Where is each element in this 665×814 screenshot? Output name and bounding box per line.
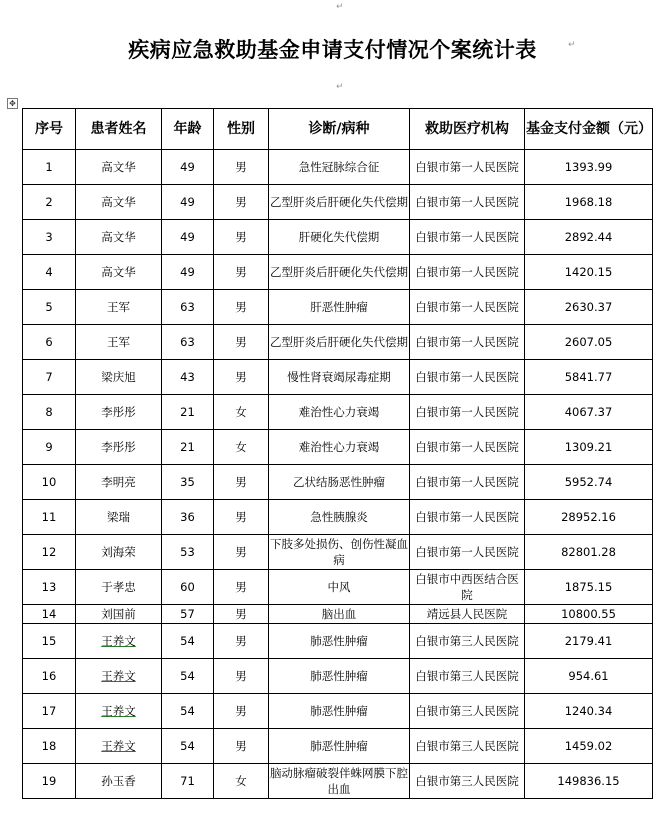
document-title: 疾病应急救助基金申请支付情况个案统计表	[128, 37, 537, 62]
cell-age: 21	[162, 395, 214, 430]
paragraph-mark: ↵	[568, 40, 576, 50]
table-row	[23, 465, 653, 500]
cell-institution: 白银市第三人民医院	[410, 624, 525, 659]
cell-gender: 女	[214, 764, 269, 799]
cell-gender: 男	[214, 500, 269, 535]
cell-patient-name: 高文华	[76, 185, 162, 220]
table-row	[23, 360, 653, 395]
header-institution: 救助医疗机构	[410, 109, 525, 150]
cell-institution: 白银市第一人民医院	[410, 465, 525, 500]
cell-diagnosis: 急性胰腺炎	[269, 500, 410, 535]
cell-amount: 2892.44	[525, 220, 653, 255]
cell-diagnosis: 肺恶性肿瘤	[269, 729, 410, 764]
table-row	[23, 150, 653, 185]
cell-diagnosis: 下肢多处损伤、创伤性凝血病	[269, 535, 410, 570]
cell-diagnosis: 脑出血	[269, 605, 410, 624]
cell-index: 12	[23, 535, 76, 570]
cell-index: 4	[23, 255, 76, 290]
header-index: 序号	[23, 109, 76, 150]
table-row	[23, 500, 653, 535]
cell-amount: 1309.21	[525, 430, 653, 465]
cell-amount: 2607.05	[525, 325, 653, 360]
table-row	[23, 605, 653, 624]
table-row	[23, 764, 653, 799]
cell-index: 6	[23, 325, 76, 360]
table-row	[23, 570, 653, 605]
cell-patient-name: 王军	[76, 325, 162, 360]
cell-institution: 白银市中西医结合医院	[410, 570, 525, 605]
cell-age: 53	[162, 535, 214, 570]
cell-amount: 1459.02	[525, 729, 653, 764]
cell-amount: 10800.55	[525, 605, 653, 624]
cell-institution: 白银市第一人民医院	[410, 185, 525, 220]
cell-index: 15	[23, 624, 76, 659]
cell-patient-name: 高文华	[76, 220, 162, 255]
cell-institution: 白银市第一人民医院	[410, 220, 525, 255]
table-move-handle-icon[interactable]: ✥	[7, 98, 18, 109]
cell-gender: 男	[214, 624, 269, 659]
cell-patient-name: 王养文	[76, 729, 162, 764]
cell-gender: 男	[214, 605, 269, 624]
cell-gender: 男	[214, 360, 269, 395]
header-amount: 基金支付金额（元）	[525, 109, 653, 150]
table-row	[23, 535, 653, 570]
cell-patient-name: 高文华	[76, 150, 162, 185]
cell-patient-name: 高文华	[76, 255, 162, 290]
cell-patient-name: 李彤彤	[76, 430, 162, 465]
cell-institution: 白银市第三人民医院	[410, 694, 525, 729]
cell-patient-name: 王养文	[76, 694, 162, 729]
cell-gender: 女	[214, 395, 269, 430]
cell-index: 16	[23, 659, 76, 694]
cell-patient-name: 李明亮	[76, 465, 162, 500]
cell-diagnosis: 肺恶性肿瘤	[269, 624, 410, 659]
cell-institution: 白银市第一人民医院	[410, 255, 525, 290]
cell-age: 35	[162, 465, 214, 500]
cell-index: 7	[23, 360, 76, 395]
cell-institution: 白银市第一人民医院	[410, 430, 525, 465]
cell-amount: 2179.41	[525, 624, 653, 659]
cell-institution: 白银市第一人民医院	[410, 290, 525, 325]
cell-institution: 白银市第三人民医院	[410, 764, 525, 799]
table-row	[23, 430, 653, 465]
cell-institution: 白银市第一人民医院	[410, 500, 525, 535]
cell-age: 71	[162, 764, 214, 799]
statistics-table	[22, 108, 653, 799]
cell-gender: 男	[214, 659, 269, 694]
header-gender: 性别	[214, 109, 269, 150]
cell-patient-name: 刘国前	[76, 605, 162, 624]
cell-age: 63	[162, 290, 214, 325]
table-row	[23, 325, 653, 360]
cell-diagnosis: 乙型肝炎后肝硬化失代偿期	[269, 185, 410, 220]
cell-amount: 954.61	[525, 659, 653, 694]
cell-amount: 28952.16	[525, 500, 653, 535]
cell-institution: 白银市第一人民医院	[410, 325, 525, 360]
header-diagnosis: 诊断/病种	[269, 109, 410, 150]
cell-amount: 4067.37	[525, 395, 653, 430]
cell-patient-name: 王养文	[76, 659, 162, 694]
table-row	[23, 659, 653, 694]
cell-amount: 1968.18	[525, 185, 653, 220]
cell-index: 19	[23, 764, 76, 799]
cell-patient-name: 梁瑞	[76, 500, 162, 535]
cell-diagnosis: 乙状结肠恶性肿瘤	[269, 465, 410, 500]
paragraph-mark: ↵	[336, 82, 344, 92]
cell-diagnosis: 中风	[269, 570, 410, 605]
cell-diagnosis: 肝恶性肿瘤	[269, 290, 410, 325]
cell-patient-name: 于孝忠	[76, 570, 162, 605]
cell-institution: 白银市第三人民医院	[410, 659, 525, 694]
cell-patient-name: 刘海荣	[76, 535, 162, 570]
cell-patient-name: 孙玉香	[76, 764, 162, 799]
cell-index: 3	[23, 220, 76, 255]
cell-gender: 男	[214, 255, 269, 290]
table-row	[23, 395, 653, 430]
table-row	[23, 255, 653, 290]
header-name: 患者姓名	[76, 109, 162, 150]
cell-diagnosis: 难治性心力衰竭	[269, 395, 410, 430]
table-row	[23, 624, 653, 659]
cell-index: 8	[23, 395, 76, 430]
cell-age: 63	[162, 325, 214, 360]
cell-amount: 149836.15	[525, 764, 653, 799]
table-row	[23, 185, 653, 220]
cell-gender: 男	[214, 570, 269, 605]
cell-diagnosis: 乙型肝炎后肝硬化失代偿期	[269, 255, 410, 290]
cell-amount: 1393.99	[525, 150, 653, 185]
cell-institution: 靖远县人民医院	[410, 605, 525, 624]
cell-institution: 白银市第一人民医院	[410, 150, 525, 185]
cell-institution: 白银市第一人民医院	[410, 395, 525, 430]
cell-diagnosis: 乙型肝炎后肝硬化失代偿期	[269, 325, 410, 360]
table-header-row	[23, 109, 653, 150]
cell-gender: 男	[214, 150, 269, 185]
cell-diagnosis: 难治性心力衰竭	[269, 430, 410, 465]
cell-index: 11	[23, 500, 76, 535]
cell-gender: 男	[214, 465, 269, 500]
header-age: 年龄	[162, 109, 214, 150]
cell-gender: 男	[214, 325, 269, 360]
paragraph-mark: ↵	[336, 2, 344, 12]
cell-age: 21	[162, 430, 214, 465]
cell-amount: 1875.15	[525, 570, 653, 605]
cell-age: 49	[162, 185, 214, 220]
cell-index: 14	[23, 605, 76, 624]
cell-gender: 男	[214, 535, 269, 570]
table-row	[23, 220, 653, 255]
cell-index: 1	[23, 150, 76, 185]
cell-amount: 1240.34	[525, 694, 653, 729]
cell-age: 54	[162, 729, 214, 764]
cell-institution: 白银市第一人民医院	[410, 360, 525, 395]
cell-amount: 1420.15	[525, 255, 653, 290]
cell-diagnosis: 肺恶性肿瘤	[269, 659, 410, 694]
cell-amount: 5841.77	[525, 360, 653, 395]
cell-patient-name: 李彤彤	[76, 395, 162, 430]
cell-index: 18	[23, 729, 76, 764]
cell-patient-name: 梁庆旭	[76, 360, 162, 395]
cell-age: 54	[162, 694, 214, 729]
cell-age: 49	[162, 255, 214, 290]
cell-institution: 白银市第三人民医院	[410, 729, 525, 764]
cell-diagnosis: 肺恶性肿瘤	[269, 694, 410, 729]
cell-age: 49	[162, 150, 214, 185]
table-row	[23, 290, 653, 325]
cell-diagnosis: 脑动脉瘤破裂伴蛛网膜下腔出血	[269, 764, 410, 799]
cell-age: 60	[162, 570, 214, 605]
cell-gender: 男	[214, 290, 269, 325]
cell-patient-name: 王养文	[76, 624, 162, 659]
cell-age: 54	[162, 624, 214, 659]
cell-index: 17	[23, 694, 76, 729]
cell-amount: 82801.28	[525, 535, 653, 570]
cell-age: 36	[162, 500, 214, 535]
cell-gender: 男	[214, 694, 269, 729]
cell-gender: 女	[214, 430, 269, 465]
cell-amount: 5952.74	[525, 465, 653, 500]
cell-age: 49	[162, 220, 214, 255]
cell-diagnosis: 慢性肾衰竭尿毒症期	[269, 360, 410, 395]
cell-amount: 2630.37	[525, 290, 653, 325]
cell-index: 9	[23, 430, 76, 465]
cell-index: 2	[23, 185, 76, 220]
cell-gender: 男	[214, 220, 269, 255]
cell-gender: 男	[214, 185, 269, 220]
cell-index: 10	[23, 465, 76, 500]
cell-diagnosis: 肝硬化失代偿期	[269, 220, 410, 255]
cell-age: 54	[162, 659, 214, 694]
cell-age: 43	[162, 360, 214, 395]
cell-index: 5	[23, 290, 76, 325]
cell-index: 13	[23, 570, 76, 605]
cell-age: 57	[162, 605, 214, 624]
cell-diagnosis: 急性冠脉综合征	[269, 150, 410, 185]
cell-institution: 白银市第一人民医院	[410, 535, 525, 570]
table-row	[23, 694, 653, 729]
cell-patient-name: 王军	[76, 290, 162, 325]
table-row	[23, 729, 653, 764]
cell-gender: 男	[214, 729, 269, 764]
